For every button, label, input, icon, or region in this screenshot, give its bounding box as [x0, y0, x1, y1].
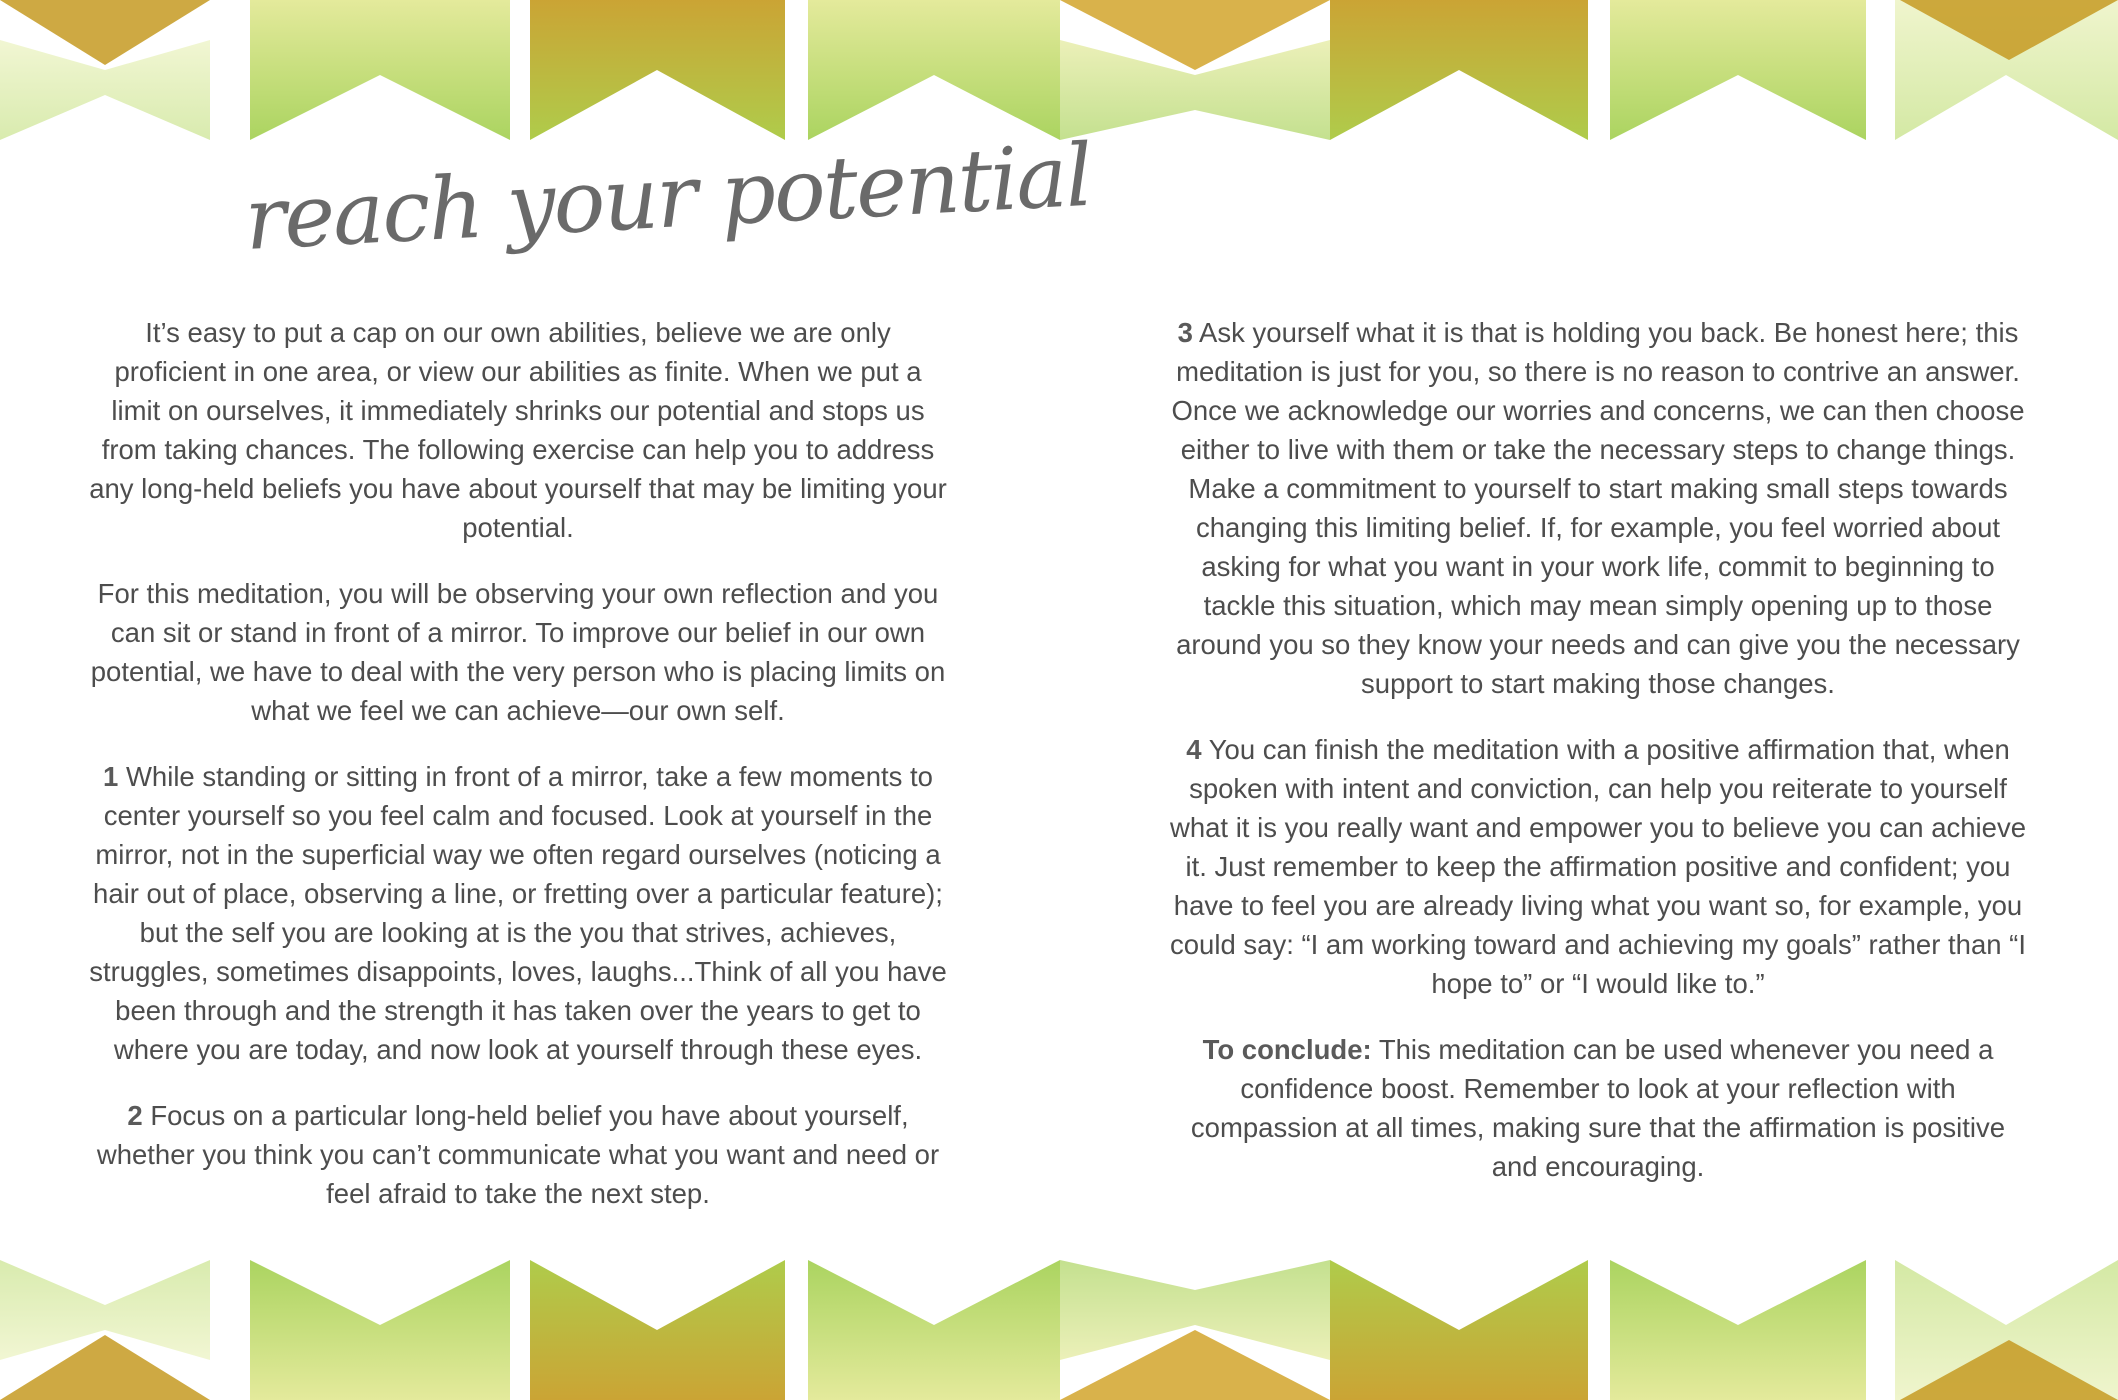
right-column: [1168, 313, 2028, 1213]
left-column: [88, 313, 948, 1240]
watercolor-border-bottom: [0, 1250, 2118, 1400]
step-number: 3: [1177, 317, 1193, 348]
step-text: Ask yourself what it is that is holding you back. Be honest here; this meditation is just for you, so there is no reason to contrive an answer. Once we acknowledge our worries and concerns, we can then choose either to live with them or take the necessary steps to change things. Make a commitment to yourself to start making small steps towards changing this limiting belief. If, for example, you feel worried about asking for what you want in your work life, commit to beginning to tackle this situation, which may mean simply opening up to those around you so they know your needs and can give you the necessary support to start making those changes.: [1171, 317, 2025, 699]
intro-paragraph-1: It’s easy to put a cap on our own abilities, believe we are only proficient in one area, or view our abilities as finite. When we put a limit on ourselves, it immediately shrinks our potential and stops us from taking chances. The following exercise can help you to address any long-held beliefs you have about yourself that may be limiting your potential.: [89, 317, 947, 543]
step-3-paragraph: [1168, 313, 2028, 703]
page-title: reach your potential: [242, 125, 1094, 270]
conclusion-paragraph: [1168, 1030, 2028, 1186]
step-4-paragraph: [1168, 730, 2028, 1003]
step-1-paragraph: [88, 757, 948, 1069]
intro-paragraph-2: For this meditation, you will be observing your own reflection and you can sit or stand in front of a mirror. To improve our belief in our own potential, we have to deal with the very person who is placing limits on what we feel we can achieve—our own self.: [90, 578, 946, 726]
step-text: You can finish the meditation with a positive affirmation that, when spoken with intent and conviction, can help you reiterate to yourself what it is you really want and empower you to believe you can achieve it. Just remember to keep the affirmation positive and confident; you have to feel you are already living what you want so, for example, you could say: “I am working toward and achieving my goals” rather than “I hope to” or “I would like to.”: [1169, 734, 2027, 999]
step-number: 1: [103, 761, 119, 792]
step-text: Focus on a particular long-held belief you have about yourself, whether you think you can’t communicate what you want and need or feel afraid to take the next step.: [96, 1100, 940, 1209]
step-number: 4: [1186, 734, 1202, 765]
conclusion-text: This meditation can be used whenever you need a confidence boost. Remember to look at your reflection with compassion at all times, making sure that the affirmation is positive and encouraging.: [1190, 1034, 2006, 1182]
step-2-paragraph: [88, 1096, 948, 1213]
conclusion-lead: To conclude:: [1202, 1034, 1372, 1065]
step-number: 2: [127, 1100, 143, 1131]
step-text: While standing or sitting in front of a mirror, take a few moments to center yourself so you feel calm and focused. Look at yourself in the mirror, not in the superficial way we often regard ourselves (noticing a hair out of place, observing a line, or fretting over a particular feature); but the self you are looking at is the you that strives, achieves, struggles, sometimes disappoints, loves, laughs...Think of all you have been through and the strength it has taken over the years to get to where you are today, and now look at yourself through these eyes.: [89, 761, 947, 1065]
